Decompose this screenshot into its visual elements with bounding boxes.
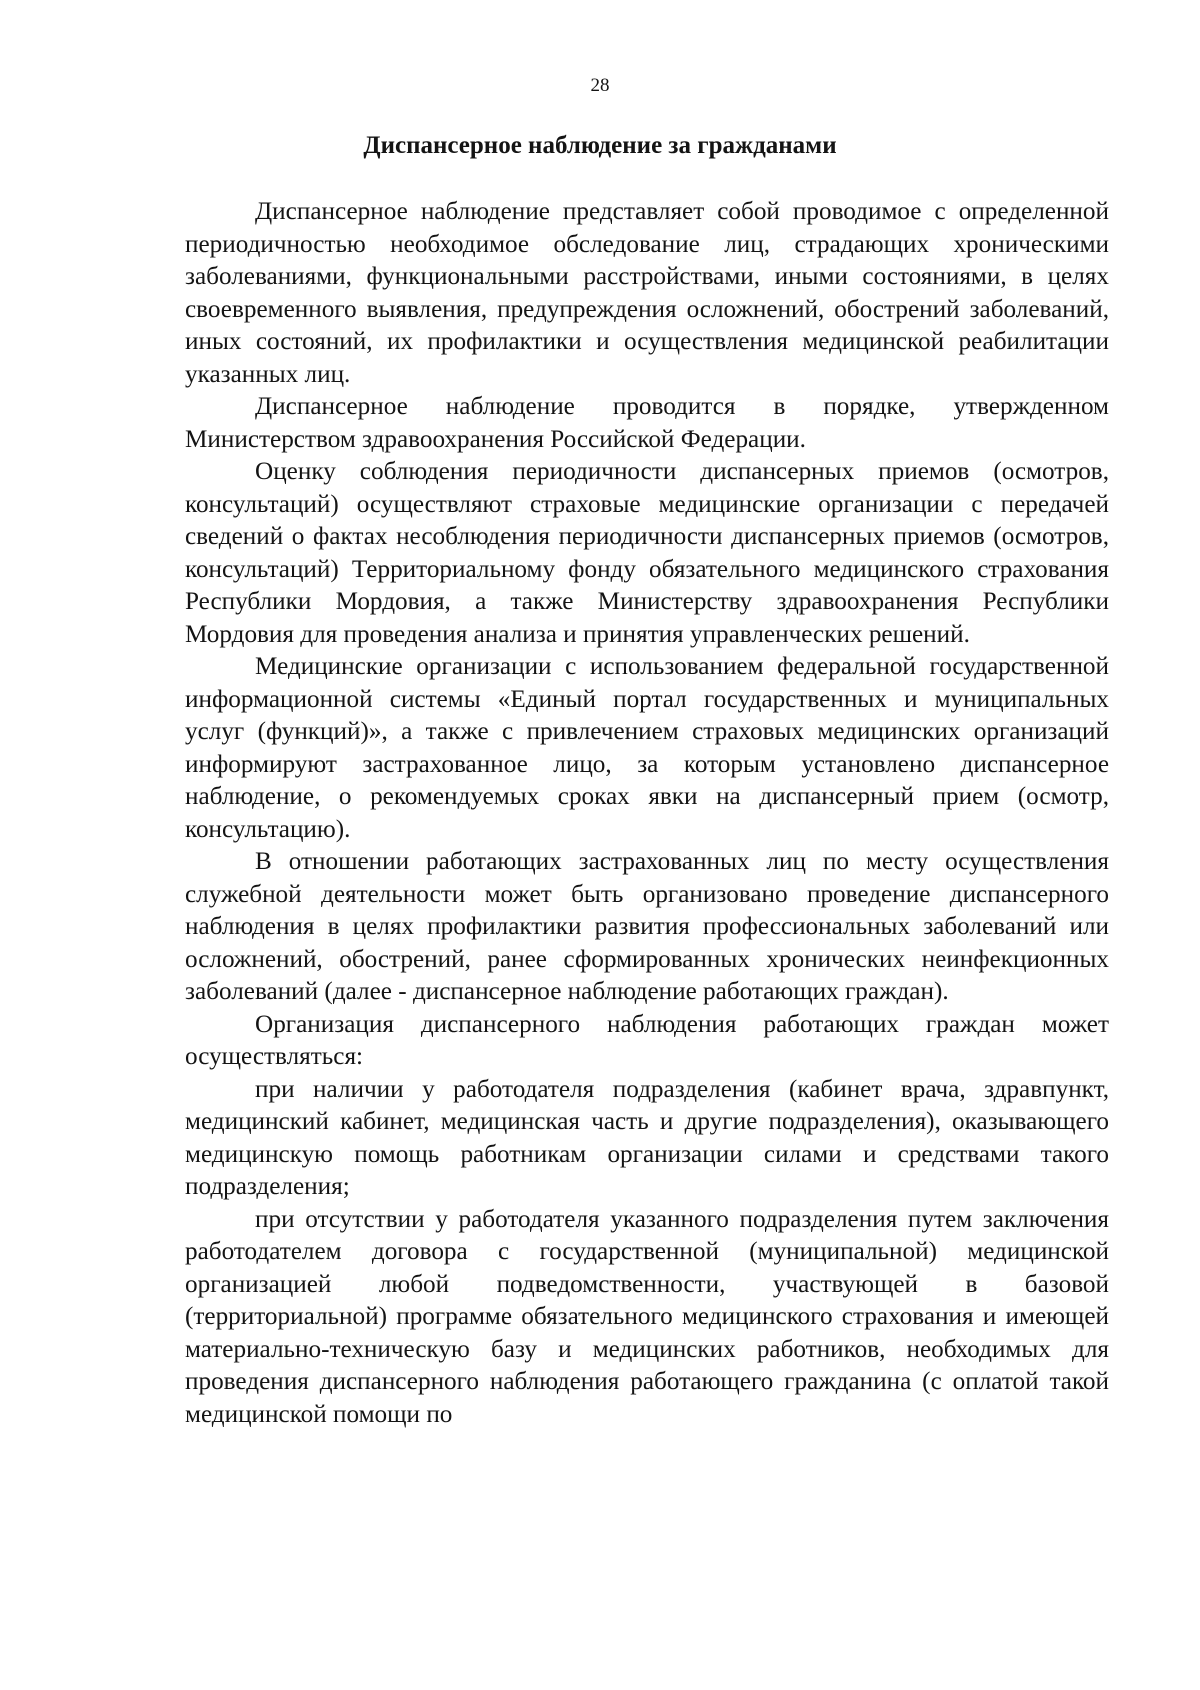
paragraph: Оценку соблюдения периодичности диспансерных приемов (осмотров, консультаций) осуществляют страховые медицинские организации с передачей сведений о фактах несоблюдения периодичности диспансерных приемов (осмотров, консультаций) Территориальному фонду обязательного медицинского страхования Республики Мордовия, а также Министерству здравоохранения Республики Мордовия для проведения анализа и принятия управленческих решений. [185,458,1109,648]
section-title: Диспансерное наблюдение за гражданами [363,132,837,159]
document-body [185,196,1109,1431]
paragraph: В отношении работающих застрахованных лиц по месту осуществления служебной деятельности может быть организовано проведение диспансерного наблюдения в целях профилактики развития профессиональных заболеваний или осложнений, обострений, ранее сформированных хронических неинфекционных заболеваний (далее - диспансерное наблюдение работающих граждан). [185,848,1109,1005]
page-number: 28 [590,75,610,96]
paragraph: Организация диспансерного наблюдения работающих граждан может осуществляться: [185,1010,1109,1070]
paragraph: Медицинские организации с использованием федеральной государственной информационной системы «Единый портал государственных и муниципальных услуг (функций)», а также с привлечением страховых медицинских организаций информируют застрахованное лицо, за которым установлено диспансерное наблюдение, о рекомендуемых сроках явки на диспансерный прием (осмотр, консультацию). [185,653,1109,843]
paragraph: Диспансерное наблюдение представляет собой проводимое с определенной периодичностью необходимое обследование лиц, страдающих хроническими заболеваниями, функциональными расстройствами, иными состояниями, в целях своевременного выявления, предупреждения осложнений, обострений заболеваний, иных состояний, их профилактики и осуществления медицинской реабилитации указанных лиц. [185,198,1109,388]
paragraph: Диспансерное наблюдение проводится в порядке, утвержденном Министерством здравоохранения Российской Федерации. [185,393,1109,453]
paragraph: при наличии у работодателя подразделения (кабинет врача, здравпункт, медицинский кабинет, медицинская часть и другие подразделения), оказывающего медицинскую помощь работникам организации силами и средствами такого подразделения; [185,1075,1109,1200]
paragraph: при отсутствии у работодателя указанного подразделения путем заключения работодателем договора с государственной (муниципальной) медицинской организацией любой подведомственности, участвующей в базовой (территориальной) программе обязательного медицинского страхования и имеющей материально-техническую базу и медицинских работников, необходимых для проведения диспансерного наблюдения работающего гражданина (с оплатой такой медицинской помощи по [185,1205,1109,1428]
